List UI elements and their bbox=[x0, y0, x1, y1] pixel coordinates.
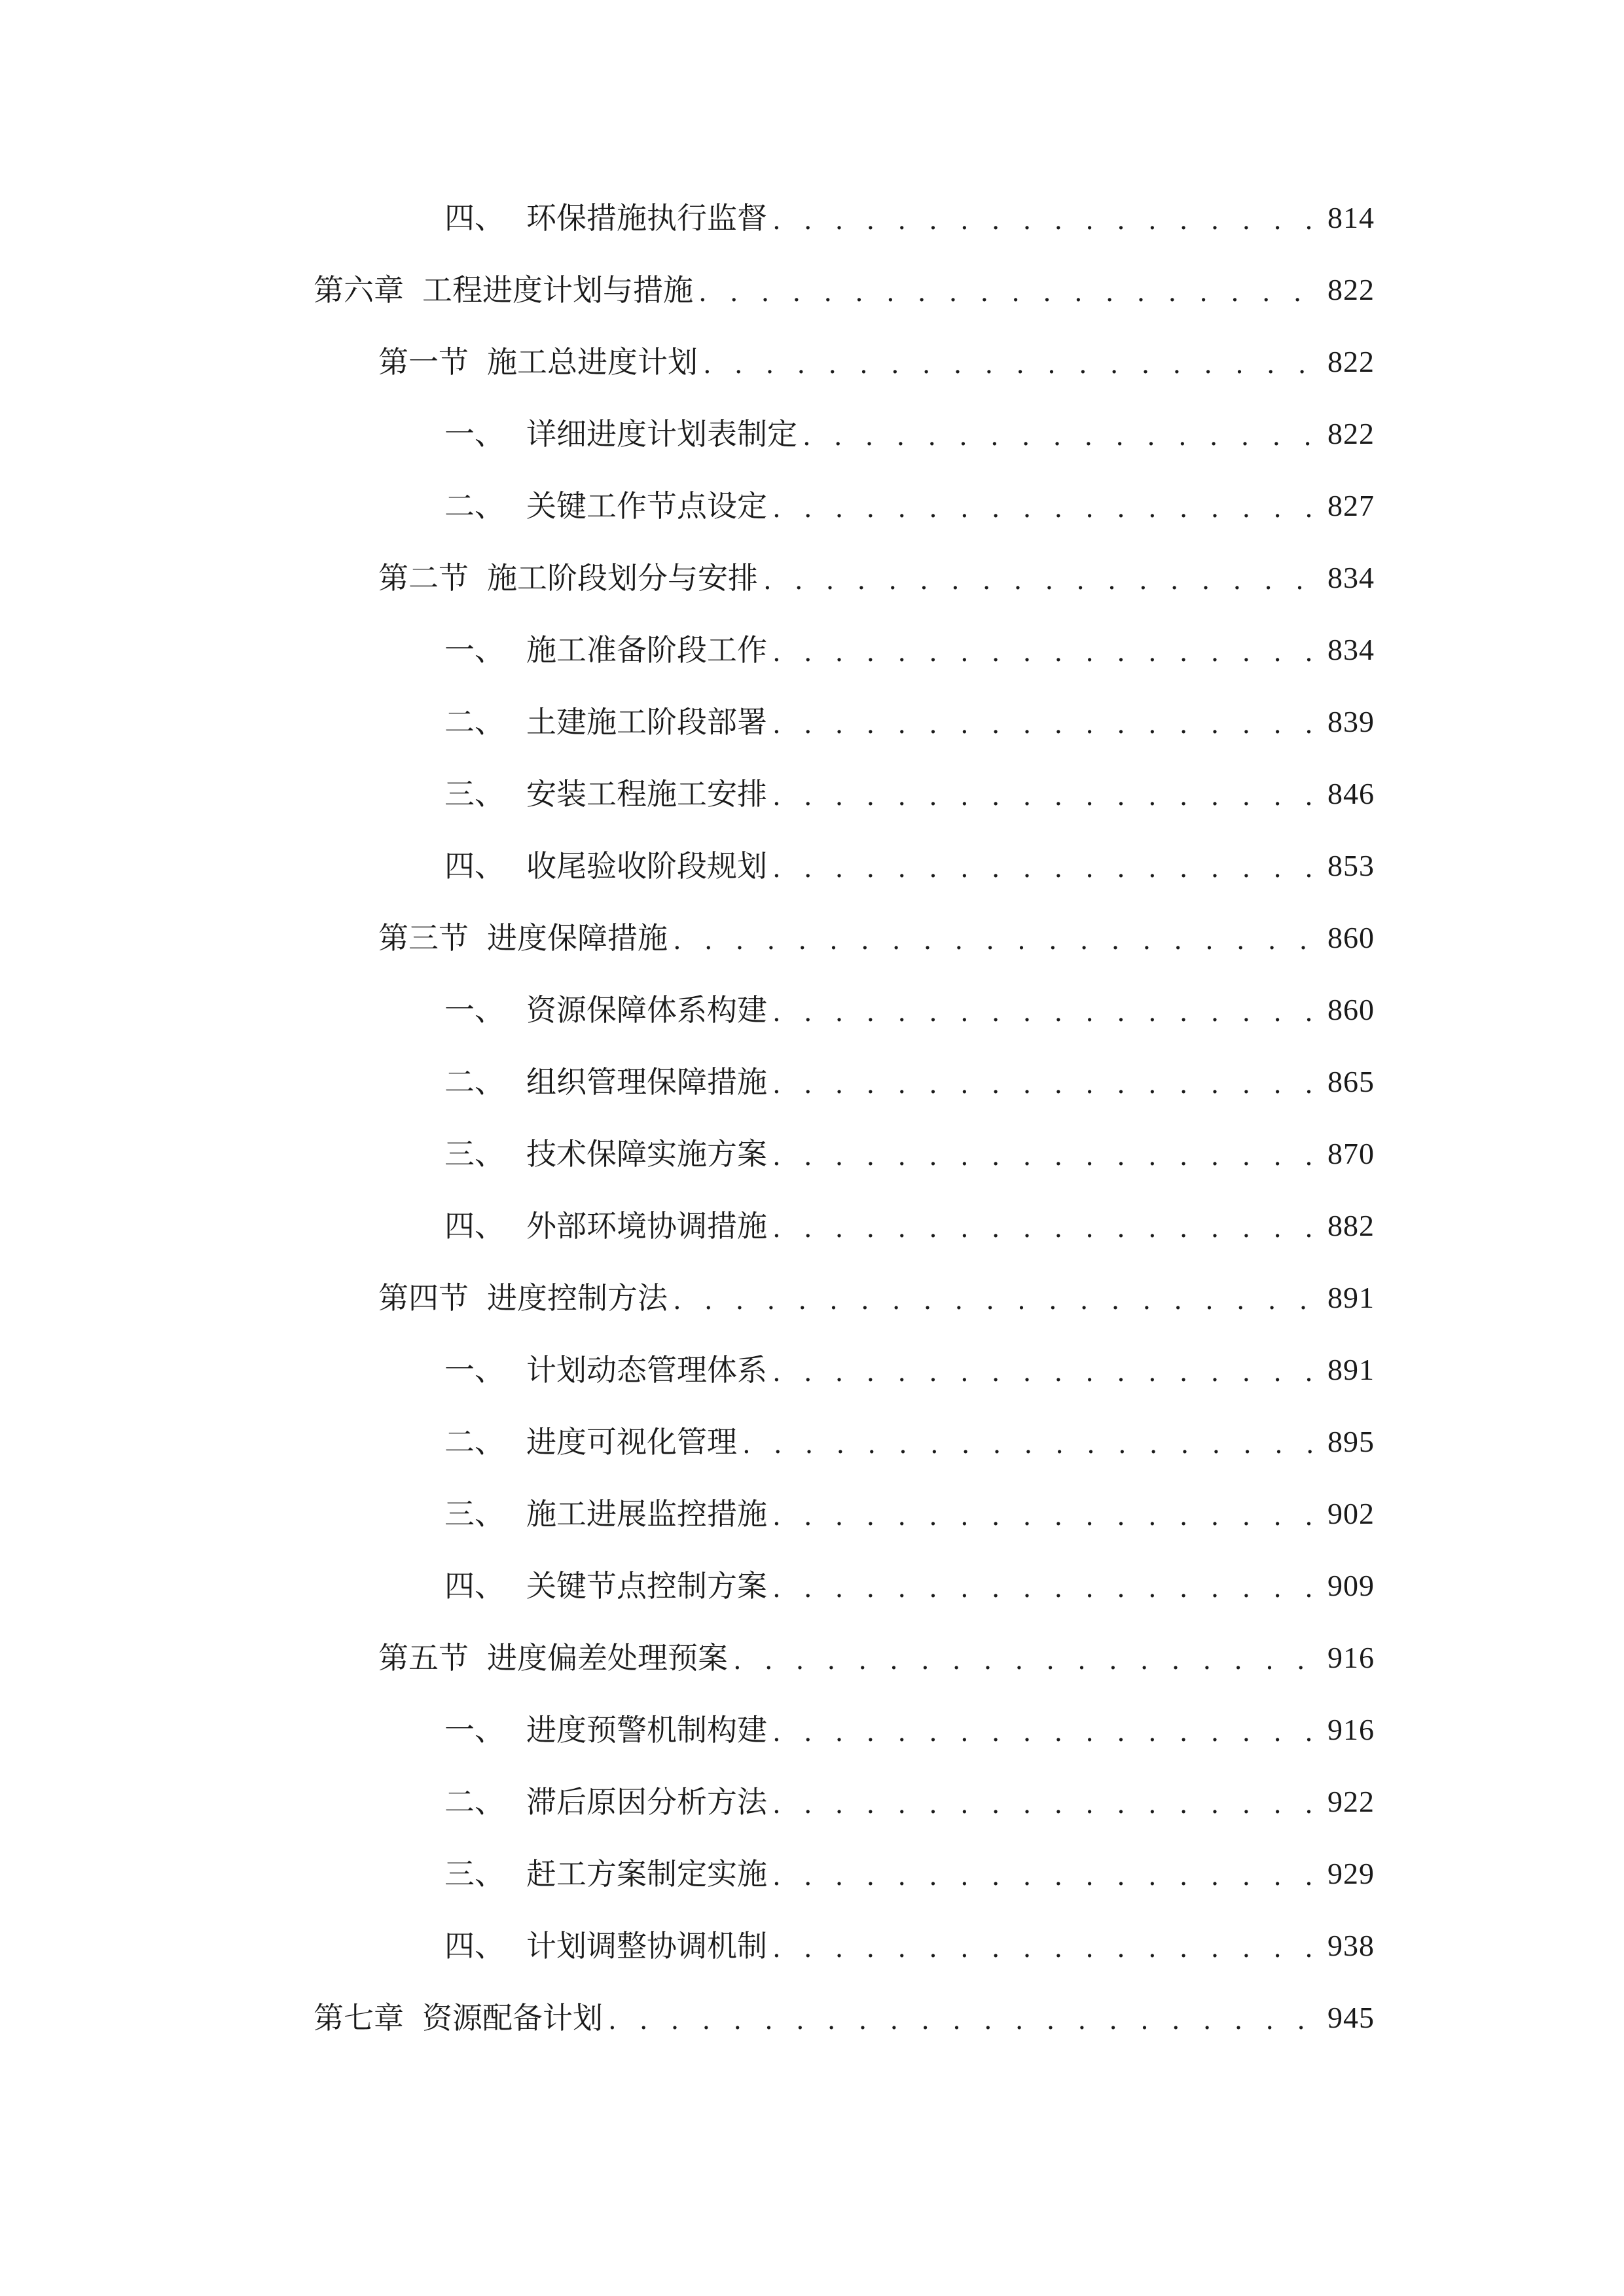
entry-number: 第三节 bbox=[378, 920, 469, 956]
entry-number: 四、 bbox=[444, 200, 505, 236]
entry-title: 外部环境协调措施 bbox=[526, 1208, 767, 1244]
toc-entry[interactable] bbox=[444, 1128, 1375, 1180]
entry-page-number: 891 bbox=[1327, 1353, 1375, 1386]
dot-leader bbox=[803, 413, 1321, 460]
entry-title: 安装工程施工安排 bbox=[526, 776, 767, 812]
entry-page-number: 834 bbox=[1327, 633, 1375, 666]
entry-number: 一、 bbox=[444, 632, 505, 668]
entry-number: 第一节 bbox=[378, 344, 469, 380]
toc-entry[interactable] bbox=[378, 1632, 1375, 1684]
entry-number: 四、 bbox=[444, 1208, 505, 1244]
entry-page-number: 870 bbox=[1327, 1137, 1375, 1170]
toc-entry[interactable] bbox=[444, 1416, 1375, 1468]
dot-leader bbox=[733, 1637, 1321, 1684]
toc-entry[interactable] bbox=[378, 912, 1375, 964]
dot-leader bbox=[772, 1565, 1321, 1612]
dot-leader bbox=[772, 845, 1321, 892]
entry-page-number: 909 bbox=[1327, 1569, 1375, 1602]
entry-page-number: 822 bbox=[1327, 273, 1375, 306]
entry-title: 进度可视化管理 bbox=[526, 1424, 737, 1460]
toc-entry[interactable] bbox=[444, 408, 1375, 460]
entry-title: 进度控制方法 bbox=[487, 1280, 668, 1316]
dot-leader bbox=[772, 1205, 1321, 1252]
entry-number: 一、 bbox=[444, 992, 505, 1028]
toc-entry[interactable] bbox=[444, 768, 1375, 820]
toc-entry[interactable] bbox=[444, 1920, 1375, 1972]
entry-page-number: 865 bbox=[1327, 1065, 1375, 1098]
entry-title: 施工进展监控措施 bbox=[526, 1496, 767, 1532]
entry-number: 四、 bbox=[444, 1928, 505, 1964]
entry-title: 赶工方案制定实施 bbox=[526, 1856, 767, 1892]
toc-entry[interactable] bbox=[444, 696, 1375, 748]
entry-number: 一、 bbox=[444, 416, 505, 452]
toc-entry[interactable] bbox=[444, 1560, 1375, 1612]
entry-title: 滞后原因分析方法 bbox=[526, 1784, 767, 1820]
dot-leader bbox=[772, 1853, 1321, 1900]
entry-title: 施工准备阶段工作 bbox=[526, 632, 767, 668]
entry-number: 一、 bbox=[444, 1712, 505, 1748]
entry-page-number: 916 bbox=[1327, 1641, 1375, 1674]
entry-page-number: 895 bbox=[1327, 1425, 1375, 1458]
entry-page-number: 929 bbox=[1327, 1857, 1375, 1890]
entry-title: 收尾验收阶段规划 bbox=[526, 848, 767, 884]
entry-title: 施工阶段划分与安排 bbox=[487, 560, 758, 596]
entry-number: 二、 bbox=[444, 1784, 505, 1820]
entry-number: 四、 bbox=[444, 848, 505, 884]
entry-title: 环保措施执行监督 bbox=[526, 200, 767, 236]
entry-page-number: 846 bbox=[1327, 777, 1375, 810]
dot-leader bbox=[772, 773, 1321, 820]
entry-number: 三、 bbox=[444, 1856, 505, 1892]
entry-title: 施工总进度计划 bbox=[487, 344, 698, 380]
entry-page-number: 853 bbox=[1327, 849, 1375, 882]
toc-entry[interactable] bbox=[444, 480, 1375, 532]
entry-title: 技术保障实施方案 bbox=[526, 1136, 767, 1172]
dot-leader bbox=[673, 917, 1321, 964]
toc-entry[interactable] bbox=[444, 1776, 1375, 1828]
toc-entry[interactable] bbox=[444, 1704, 1375, 1756]
dot-leader bbox=[772, 197, 1321, 244]
toc-entry[interactable] bbox=[378, 336, 1375, 388]
entry-number: 四、 bbox=[444, 1568, 505, 1604]
entry-page-number: 822 bbox=[1327, 345, 1375, 378]
dot-leader bbox=[673, 1277, 1321, 1324]
toc-entry[interactable] bbox=[444, 1200, 1375, 1252]
entry-page-number: 916 bbox=[1327, 1713, 1375, 1746]
dot-leader bbox=[772, 1493, 1321, 1540]
dot-leader bbox=[772, 1133, 1321, 1180]
entry-title: 组织管理保障措施 bbox=[526, 1064, 767, 1100]
entry-page-number: 839 bbox=[1327, 705, 1375, 738]
entry-title: 土建施工阶段部署 bbox=[526, 704, 767, 740]
toc-entry[interactable] bbox=[444, 1344, 1375, 1396]
entry-page-number: 902 bbox=[1327, 1497, 1375, 1530]
toc-entry[interactable] bbox=[444, 984, 1375, 1036]
toc-entry[interactable] bbox=[444, 192, 1375, 244]
toc-entry[interactable] bbox=[444, 840, 1375, 892]
entry-number: 第二节 bbox=[378, 560, 469, 596]
dot-leader bbox=[772, 1925, 1321, 1972]
entry-number: 一、 bbox=[444, 1352, 505, 1388]
entry-title: 进度偏差处理预案 bbox=[487, 1640, 728, 1676]
toc-entry[interactable] bbox=[378, 1272, 1375, 1324]
dot-leader bbox=[703, 341, 1321, 388]
entry-title: 关键节点控制方案 bbox=[526, 1568, 767, 1604]
toc-entry[interactable] bbox=[314, 264, 1375, 316]
dot-leader bbox=[772, 1061, 1321, 1108]
entry-number: 二、 bbox=[444, 1424, 505, 1460]
entry-page-number: 938 bbox=[1327, 1929, 1375, 1962]
toc-entry[interactable] bbox=[444, 624, 1375, 676]
entry-title: 进度预警机制构建 bbox=[526, 1712, 767, 1748]
entry-number: 三、 bbox=[444, 1496, 505, 1532]
dot-leader bbox=[608, 1997, 1321, 2044]
entry-page-number: 945 bbox=[1327, 2001, 1375, 2034]
entry-page-number: 834 bbox=[1327, 561, 1375, 594]
dot-leader bbox=[772, 1709, 1321, 1756]
entry-number: 第六章 bbox=[314, 272, 404, 308]
entry-page-number: 827 bbox=[1327, 489, 1375, 522]
entry-title: 详细进度计划表制定 bbox=[526, 416, 797, 452]
entry-title: 资源保障体系构建 bbox=[526, 992, 767, 1028]
dot-leader bbox=[772, 1781, 1321, 1828]
entry-title: 进度保障措施 bbox=[487, 920, 668, 956]
dot-leader bbox=[772, 701, 1321, 748]
entry-number: 二、 bbox=[444, 704, 505, 740]
toc-entry[interactable] bbox=[444, 1056, 1375, 1108]
entry-page-number: 882 bbox=[1327, 1209, 1375, 1242]
entry-title: 计划调整协调机制 bbox=[526, 1928, 767, 1964]
entry-title: 资源配备计划 bbox=[422, 2000, 603, 2036]
entry-title: 关键工作节点设定 bbox=[526, 488, 767, 524]
entry-page-number: 922 bbox=[1327, 1785, 1375, 1818]
toc-entry[interactable] bbox=[378, 552, 1375, 604]
entry-page-number: 860 bbox=[1327, 921, 1375, 954]
dot-leader bbox=[742, 1421, 1321, 1468]
entry-page-number: 814 bbox=[1327, 201, 1375, 234]
entry-number: 三、 bbox=[444, 776, 505, 812]
dot-leader bbox=[698, 269, 1321, 316]
dot-leader bbox=[772, 629, 1321, 676]
toc-entry[interactable] bbox=[444, 1848, 1375, 1900]
entry-number: 二、 bbox=[444, 1064, 505, 1100]
entry-number: 三、 bbox=[444, 1136, 505, 1172]
toc-entry[interactable] bbox=[444, 1488, 1375, 1540]
entry-title: 工程进度计划与措施 bbox=[422, 272, 693, 308]
entry-number: 第五节 bbox=[378, 1640, 469, 1676]
dot-leader bbox=[772, 1349, 1321, 1396]
entry-page-number: 891 bbox=[1327, 1281, 1375, 1314]
entry-page-number: 822 bbox=[1327, 417, 1375, 450]
entry-number: 第七章 bbox=[314, 2000, 404, 2036]
dot-leader bbox=[763, 557, 1321, 604]
dot-leader bbox=[772, 485, 1321, 532]
toc-entry[interactable] bbox=[314, 1992, 1375, 2044]
dot-leader bbox=[772, 989, 1321, 1036]
entry-number: 二、 bbox=[444, 488, 505, 524]
entry-number: 第四节 bbox=[378, 1280, 469, 1316]
entry-title: 计划动态管理体系 bbox=[526, 1352, 767, 1388]
entry-page-number: 860 bbox=[1327, 993, 1375, 1026]
